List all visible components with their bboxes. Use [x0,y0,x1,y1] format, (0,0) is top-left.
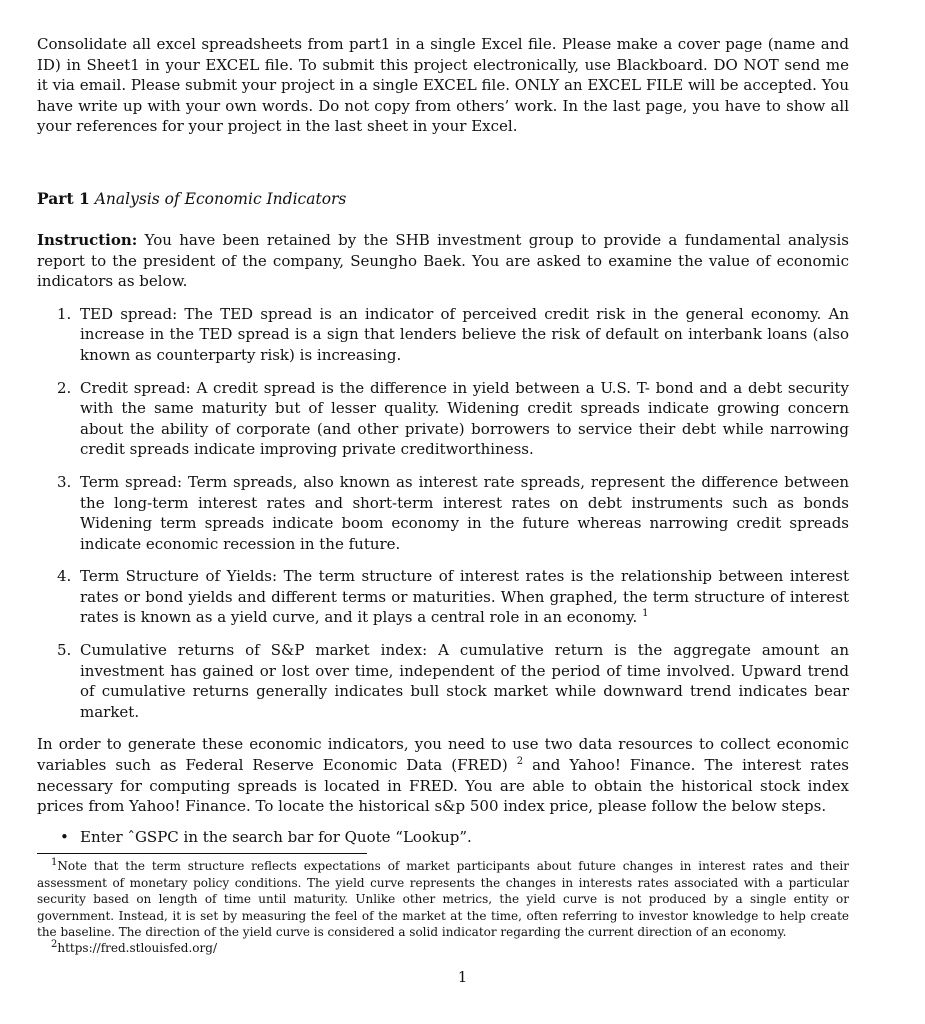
indicator-number: 2. [57,378,72,397]
instruction-paragraph [37,230,849,292]
footnote-mark: 1 [51,857,58,869]
footnote-mark: 2 [51,939,58,951]
part-heading [37,189,849,209]
indicator-number: 1. [57,304,72,323]
indicator-text: Term Structure of Yields: The term structure of interest rates is the relationship between interest rates or bond yields and different terms or maturities. When graphed, the term structure of interest rates is known as a yield curve, and it plays a central role in an economy. [80,567,849,627]
part-label: Part 1 [37,188,90,208]
indicator-number: 5. [57,641,72,660]
footnote-text: Note that the term structure reflects expectations of market participants about future changes in interest rates and their assessment of monetary policy conditions. The yield curve represents the changes in interests rates associated with a particular security based on length of time until maturity. Unlike other metrics, the yield curve is not produced by a single entity or government. Instead, it is set by measuring the feel of the market at the time, often referring to investor knowledge to help create the baseline. The direction of the yield curve is considered a solid indicator regarding the current direction of an economy. [37,859,849,940]
steps-list [37,827,849,848]
indicator-list [37,304,849,723]
indicator-item [37,304,849,366]
footnote-ref-2: 2 [516,756,524,768]
footnote-1 [37,858,849,940]
bullet-icon: • [60,827,69,846]
closing-text-end: and Yahoo! Finance. The interest rates necessary for computing spreads is located in FRED. You are able to obtain the historical stock index prices from Yahoo! Finance. To locate the historical s&p 500 index price, please follow the below steps. [37,756,849,816]
indicator-item [37,640,849,722]
footnote-divider [37,853,367,854]
closing-text-start: In order to generate these economic indicators, you need to use two data resources to collect economic variables such as Federal Reserve Economic Data (FRED) [37,735,849,775]
indicator-item [37,566,849,628]
indicator-text: Cumulative returns of S&P market index: A cumulative return is the aggregate amount an investment has gained or lost over time, independent of the period of time involved. Upward trend of cumulative returns generally indicates bull stock market while downward trend indicates bear market. [80,641,849,721]
part-title: Analysis of Economic Indicators [94,189,347,208]
footnotes [37,858,849,956]
indicator-item [37,472,849,554]
indicator-item [37,378,849,460]
indicator-text: Term spread: Term spreads, also known as interest rate spreads, represent the difference between the long-term interest rates and short-term interest rates on debt instruments such as bonds Widening term spreads indicate boom economy in the future whereas narrowing credit spreads indicate economic recession in the future. [80,472,849,553]
footnote-url: https://fred.stlouisfed.org/ [57,941,217,956]
step-item [37,827,849,848]
document-page [37,34,849,957]
indicator-number: 4. [57,567,72,586]
step-text: Enter ˆGSPC in the search bar for Quote “Lookup”. [80,827,472,846]
indicator-text: Credit spread: A credit spread is the difference in yield between a U.S. T- bond and a debt security with the same maturity but of lesser quality. Widening credit spreads indicate growing concern about the ability of corporate (and other private) borrowers to service their debt while narrowing credit spreads indicate improving private creditworthiness. [80,378,849,459]
footnote-2 [37,940,849,956]
instruction-label: Instruction: [37,230,138,249]
instruction-text: You have been retained by the SHB investment group to provide a fundamental analysis report to the president of the company, Seungho Baek. You are asked to examine the value of economic indicators as below. [37,230,849,291]
indicator-text: TED spread: The TED spread is an indicator of perceived credit risk in the general economy. An increase in the TED spread is a sign that lenders believe the risk of default on interbank loans (also known as counterparty risk) is increasing. [80,304,849,364]
page-number: 1 [457,968,468,986]
indicator-number: 3. [57,472,72,491]
intro-paragraph: Consolidate all excel spreadsheets from part1 in a single Excel file. Please make a cover page (name and ID) in Sheet1 in your EXCEL file. To submit this project electronically, use Blackboard. DO NOT send me it via email. Please submit your project in a single EXCEL file. ONLY an EXCEL FILE will be accepted. You have write up with your own words. Do not copy from others’ work. In the last page, you have to show all your references for your project in the last sheet in your Excel. [37,35,849,136]
closing-paragraph [37,734,849,816]
footnote-ref-1: 1 [642,608,649,620]
